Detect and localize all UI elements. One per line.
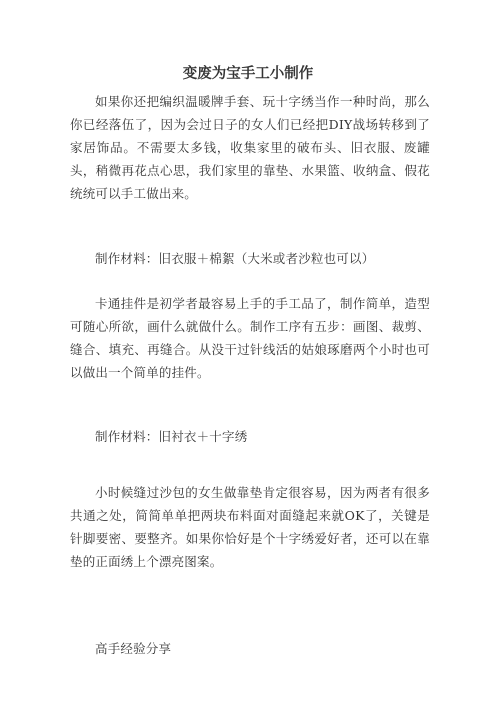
intro-paragraph: 如果你还把编织温暖牌手套、玩十字绣当作一种时尚，那么你已经落伍了，因为会过日子的女人们已经把DIY战场转移到了家居饰品。不需要太多钱，收集家里的破布头、旧衣服、废罐头，稍微再花点心思，我们家里的靠垫、水果篮、收纳盒、假花统统可以手工做出来。: [70, 94, 430, 201]
materials-line-2: 制作材料：旧衬衣＋十字绣: [95, 429, 248, 444]
expert-tips-heading: 高手经验分享: [95, 641, 172, 656]
cushion-paragraph: 小时候缝过沙包的女生做靠垫肯定很容易，因为两者有很多共通之处，简简单单把两块布料面对面缝起来就OK了，关键是针脚要密、要整齐。如果你恰好是个十字绣爱好者，还可以在靠垫的正面绣上个漂亮图案。: [70, 485, 430, 569]
materials-line-1: 制作材料：旧衣服＋棉絮（大米或者沙粒也可以）: [95, 251, 375, 266]
cartoon-pendant-paragraph: 卡通挂件是初学者最容易上手的手工品了，制作简单，造型可随心所欲，画什么就做什么。制作工序有五步：画图、裁剪、缝合、填充、再缝合。从没干过针线活的姑娘琢磨两个小时也可以做出一个简单的挂件。: [70, 296, 430, 380]
document-title: 变废为宝手工小制作: [182, 66, 314, 82]
